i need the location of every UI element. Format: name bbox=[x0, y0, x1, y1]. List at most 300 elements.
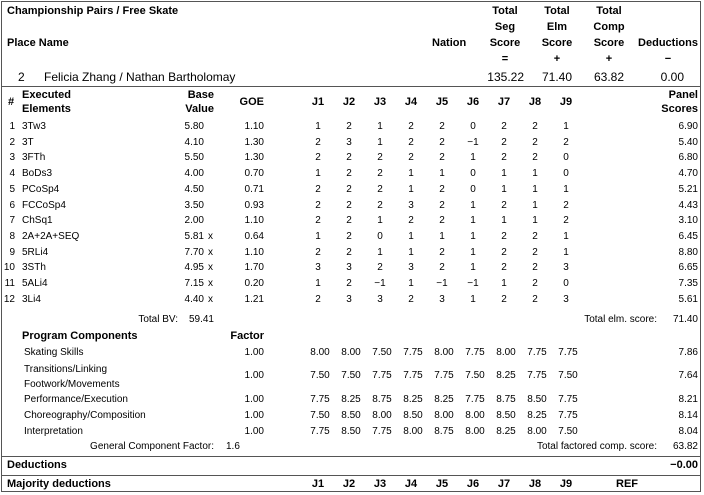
judge-header-7: J7 bbox=[497, 96, 511, 108]
panel-score: 4.43 bbox=[678, 199, 698, 211]
tes-header-4: + bbox=[553, 53, 561, 65]
judge-mark: 3 bbox=[563, 262, 569, 274]
judge-mark: −1 bbox=[436, 278, 448, 289]
judge-mark: 2 bbox=[315, 199, 321, 211]
judge-mark: 2 bbox=[439, 246, 445, 258]
skater-comp-score: 63.82 bbox=[593, 70, 624, 84]
component-score: 7.86 bbox=[678, 347, 698, 358]
judge-mark: 0 bbox=[563, 278, 569, 289]
judge-mark: 2 bbox=[346, 246, 352, 258]
component-score: 8.04 bbox=[678, 426, 698, 437]
judge-mark: 3 bbox=[346, 262, 352, 274]
judge-mark: 1 bbox=[439, 168, 445, 180]
judge-mark: 2 bbox=[346, 183, 352, 195]
judge-mark: 8.50 bbox=[527, 394, 547, 405]
judge-mark: 7.50 bbox=[310, 370, 330, 381]
judge-mark: 7.75 bbox=[558, 394, 578, 405]
tes-header-3: Score bbox=[541, 37, 573, 49]
judge-mark: 8.00 bbox=[434, 410, 454, 421]
judge-mark: 1 bbox=[470, 230, 476, 242]
judge-mark: 7.75 bbox=[372, 370, 392, 381]
judge-mark: 2 bbox=[532, 121, 538, 132]
judge-header-3: J3 bbox=[373, 96, 387, 108]
gcf-value: 1.6 bbox=[226, 441, 240, 452]
judge-mark: 2 bbox=[315, 246, 321, 258]
element-number: 11 bbox=[4, 278, 15, 289]
element-number: 12 bbox=[3, 293, 15, 305]
judge-mark: 3 bbox=[408, 199, 414, 211]
judge-mark: 1 bbox=[532, 183, 538, 195]
executed-header-1: Executed bbox=[22, 89, 71, 101]
base-value: 4.40 bbox=[184, 293, 204, 305]
bonus-marker: x bbox=[208, 262, 213, 274]
judge-mark: 2 bbox=[377, 168, 383, 180]
executed-header-2: Elements bbox=[22, 103, 71, 115]
panel-score: 6.65 bbox=[678, 262, 698, 274]
panel-score: 6.90 bbox=[678, 121, 698, 132]
judge-mark: 1 bbox=[470, 215, 476, 227]
judge-mark: 8.00 bbox=[465, 426, 485, 437]
judge-mark: 1 bbox=[470, 262, 476, 274]
pcs-header-2: Comp bbox=[593, 21, 625, 33]
judge-mark: 3 bbox=[346, 293, 352, 305]
judge-mark: 2 bbox=[439, 215, 445, 227]
element-number: 8 bbox=[9, 230, 15, 242]
judge-mark: 1 bbox=[377, 246, 383, 258]
judge-mark: 2 bbox=[315, 152, 321, 164]
judge-mark: 0 bbox=[377, 230, 383, 242]
element-name: FCCoSp4 bbox=[22, 199, 66, 211]
element-name: 5ALi4 bbox=[22, 278, 48, 289]
judge-mark: 7.75 bbox=[403, 347, 423, 358]
judge-mark: 7.75 bbox=[310, 394, 330, 405]
judge-mark: 8.75 bbox=[496, 394, 516, 405]
majority-judge-8: J8 bbox=[528, 478, 542, 490]
judge-mark: 0 bbox=[470, 168, 476, 180]
judge-mark: 2 bbox=[532, 152, 538, 164]
total-bv-value: 59.41 bbox=[188, 314, 214, 325]
element-name: 3Li4 bbox=[22, 293, 41, 305]
total-elm-label: Total elm. score: bbox=[584, 314, 657, 325]
judge-mark: 2 bbox=[563, 136, 569, 148]
panel-score: 8.80 bbox=[678, 246, 698, 258]
majority-judge-2: J2 bbox=[342, 478, 356, 490]
judge-mark: 1 bbox=[563, 230, 569, 242]
goe-value: 0.70 bbox=[244, 168, 264, 180]
judge-mark: 1 bbox=[315, 278, 321, 289]
judge-mark: 8.00 bbox=[403, 426, 423, 437]
judge-mark: 3 bbox=[563, 293, 569, 305]
judge-mark: 2 bbox=[532, 246, 538, 258]
deductions-value: −0.00 bbox=[670, 459, 698, 471]
judge-mark: 1 bbox=[532, 199, 538, 211]
judge-mark: 2 bbox=[501, 199, 507, 211]
base-value: 5.81 bbox=[184, 230, 204, 242]
base-value: 3.50 bbox=[184, 199, 204, 211]
element-name: 3Tw3 bbox=[22, 121, 46, 132]
judge-mark: 8.00 bbox=[310, 347, 330, 358]
base-value: 4.50 bbox=[184, 183, 204, 195]
judge-mark: 1 bbox=[408, 246, 414, 258]
judge-mark: 2 bbox=[439, 136, 445, 148]
judge-mark: 2 bbox=[439, 152, 445, 164]
divider bbox=[2, 456, 700, 457]
judge-mark: 2 bbox=[346, 121, 352, 132]
judge-mark: 8.50 bbox=[496, 410, 516, 421]
judge-header-2: J2 bbox=[342, 96, 356, 108]
judge-mark: 1 bbox=[501, 278, 507, 289]
majority-deductions-label: Majority deductions bbox=[7, 478, 111, 490]
judge-mark: 3 bbox=[408, 262, 414, 274]
tss-header-1: Total bbox=[492, 5, 518, 17]
judge-mark: −1 bbox=[467, 278, 479, 289]
judge-mark: 7.75 bbox=[310, 426, 330, 437]
judge-mark: 2 bbox=[377, 199, 383, 211]
factor-header: Factor bbox=[230, 330, 264, 342]
panel-score: 3.10 bbox=[678, 215, 698, 227]
component-factor: 1.00 bbox=[244, 394, 264, 405]
majority-judge-3: J3 bbox=[373, 478, 387, 490]
panel-header-2: Scores bbox=[661, 103, 698, 115]
judge-mark: 8.25 bbox=[496, 370, 516, 381]
element-name: PCoSp4 bbox=[22, 183, 60, 195]
event-title: Championship Pairs / Free Skate bbox=[7, 5, 179, 17]
judge-mark: 2 bbox=[377, 262, 383, 274]
judge-mark: 2 bbox=[346, 199, 352, 211]
deductions-label: Deductions bbox=[7, 459, 67, 471]
judge-mark: 7.75 bbox=[558, 347, 578, 358]
judge-mark: 1 bbox=[315, 168, 321, 180]
judge-mark: 7.75 bbox=[465, 347, 485, 358]
goe-value: 0.20 bbox=[244, 278, 264, 289]
judge-mark: 7.75 bbox=[434, 370, 454, 381]
judge-header-1: J1 bbox=[311, 96, 325, 108]
base-value: 4.00 bbox=[184, 168, 204, 180]
element-name: BoDs3 bbox=[22, 168, 53, 180]
judge-mark: 2 bbox=[532, 293, 538, 305]
judge-mark: 1 bbox=[315, 121, 321, 132]
element-number: 2 bbox=[9, 136, 15, 148]
judge-mark: 8.25 bbox=[341, 394, 361, 405]
component-factor: 1.00 bbox=[244, 410, 264, 421]
element-name: 3T bbox=[22, 136, 34, 148]
judge-mark: 0 bbox=[470, 121, 476, 132]
judge-mark: 1 bbox=[470, 199, 476, 211]
total-elm-value: 71.40 bbox=[672, 314, 698, 325]
goe-value: 1.10 bbox=[244, 246, 264, 258]
component-name: Choreography/Composition bbox=[24, 410, 146, 421]
element-number: 9 bbox=[9, 246, 15, 258]
judge-mark: 8.00 bbox=[465, 410, 485, 421]
judge-mark: 1 bbox=[532, 215, 538, 227]
num-header: # bbox=[8, 96, 15, 108]
skater-place: 2 bbox=[18, 70, 25, 84]
base-value: 5.80 bbox=[184, 121, 204, 132]
base-value: 7.70 bbox=[184, 246, 204, 258]
judge-mark: 8.00 bbox=[372, 410, 392, 421]
tss-header-2: Seg bbox=[494, 21, 516, 33]
panel-score: 4.70 bbox=[678, 168, 698, 180]
judge-mark: 2 bbox=[439, 262, 445, 274]
judge-mark: 1 bbox=[532, 168, 538, 180]
component-score: 7.64 bbox=[678, 370, 698, 381]
element-number: 1 bbox=[9, 121, 15, 132]
judge-mark: 8.50 bbox=[403, 410, 423, 421]
judge-mark: −1 bbox=[467, 136, 479, 148]
pcs-header-1: Total bbox=[596, 5, 622, 17]
judge-mark: 1 bbox=[377, 121, 383, 132]
goe-value: 0.64 bbox=[244, 230, 264, 242]
judge-mark: 3 bbox=[377, 293, 383, 305]
panel-score: 5.21 bbox=[678, 183, 698, 195]
judge-mark: 2 bbox=[501, 230, 507, 242]
judge-mark: 2 bbox=[501, 246, 507, 258]
judge-mark: 2 bbox=[439, 199, 445, 211]
component-factor: 1.00 bbox=[244, 426, 264, 437]
nation-header: Nation bbox=[432, 37, 467, 49]
judge-mark: 8.50 bbox=[341, 426, 361, 437]
element-number: 7 bbox=[9, 215, 15, 227]
component-name: Interpretation bbox=[24, 426, 83, 437]
judge-mark: 2 bbox=[377, 183, 383, 195]
base-value: 4.10 bbox=[184, 136, 204, 148]
bonus-marker: x bbox=[208, 230, 213, 242]
judge-mark: 1 bbox=[408, 183, 414, 195]
judge-mark: 2 bbox=[532, 230, 538, 242]
element-name: 3STh bbox=[22, 262, 46, 274]
judge-mark: 7.75 bbox=[527, 370, 547, 381]
element-name: ChSq1 bbox=[22, 215, 53, 227]
judge-mark: 2 bbox=[501, 262, 507, 274]
component-factor: 1.00 bbox=[244, 347, 264, 358]
judge-mark: 2 bbox=[346, 230, 352, 242]
element-number: 6 bbox=[9, 199, 15, 211]
judge-mark: 0 bbox=[563, 152, 569, 164]
goe-value: 1.70 bbox=[244, 262, 264, 274]
judge-mark: 2 bbox=[408, 152, 414, 164]
judge-mark: 2 bbox=[315, 136, 321, 148]
judge-mark: −1 bbox=[374, 278, 386, 289]
pcs-header-3: Score bbox=[593, 37, 625, 49]
judge-mark: 8.25 bbox=[403, 394, 423, 405]
judge-mark: 3 bbox=[346, 136, 352, 148]
panel-score: 5.61 bbox=[678, 293, 698, 305]
judge-mark: 7.75 bbox=[372, 426, 392, 437]
component-name: Transitions/Linking bbox=[24, 364, 108, 375]
judge-mark: 7.50 bbox=[372, 347, 392, 358]
skater-deductions: 0.00 bbox=[660, 70, 684, 84]
base-value: 7.15 bbox=[184, 278, 204, 289]
panel-score: 6.80 bbox=[678, 152, 698, 164]
total-comp-label: Total factored comp. score: bbox=[536, 441, 657, 452]
judge-mark: 7.75 bbox=[558, 410, 578, 421]
judge-mark: 2 bbox=[501, 152, 507, 164]
tss-header-4: = bbox=[501, 53, 509, 65]
place-name-header: Place Name bbox=[7, 37, 69, 49]
judge-mark: 2 bbox=[532, 278, 538, 289]
judge-mark: 2 bbox=[408, 136, 414, 148]
judge-mark: 8.25 bbox=[496, 426, 516, 437]
element-name: 3FTh bbox=[22, 152, 46, 164]
majority-judge-5: J5 bbox=[435, 478, 449, 490]
judge-mark: 2 bbox=[315, 215, 321, 227]
tes-header-2: Elm bbox=[546, 21, 568, 33]
judge-mark: 2 bbox=[532, 136, 538, 148]
panel-header-1: Panel bbox=[668, 89, 698, 101]
judge-mark: 7.75 bbox=[465, 394, 485, 405]
judge-mark: 8.00 bbox=[527, 426, 547, 437]
judge-mark: 8.25 bbox=[434, 394, 454, 405]
judge-mark: 2 bbox=[501, 293, 507, 305]
component-name: Skating Skills bbox=[24, 347, 84, 358]
majority-judge-6: J6 bbox=[466, 478, 480, 490]
ref-header: REF bbox=[616, 478, 638, 490]
judge-mark: 7.50 bbox=[558, 426, 578, 437]
base-header-1: Base bbox=[187, 89, 214, 101]
judge-mark: 8.00 bbox=[496, 347, 516, 358]
judge-mark: 3 bbox=[439, 293, 445, 305]
panel-score: 5.40 bbox=[678, 136, 698, 148]
judge-mark: 2 bbox=[377, 152, 383, 164]
judge-mark: 1 bbox=[470, 246, 476, 258]
judge-mark: 1 bbox=[501, 183, 507, 195]
judge-mark: 7.50 bbox=[341, 370, 361, 381]
judge-mark: 2 bbox=[501, 136, 507, 148]
judge-mark: 1 bbox=[408, 168, 414, 180]
judge-mark: 2 bbox=[501, 121, 507, 132]
majority-judge-7: J7 bbox=[497, 478, 511, 490]
goe-value: 1.30 bbox=[244, 152, 264, 164]
judge-mark: 0 bbox=[470, 183, 476, 195]
judge-mark: 1 bbox=[563, 183, 569, 195]
bonus-marker: x bbox=[208, 278, 213, 289]
element-number: 5 bbox=[9, 183, 15, 195]
judge-header-8: J8 bbox=[528, 96, 542, 108]
skater-name: Felicia Zhang / Nathan Bartholomay bbox=[44, 70, 236, 84]
component-name: Performance/Execution bbox=[24, 394, 128, 405]
total-bv-label: Total BV: bbox=[138, 314, 178, 325]
divider bbox=[2, 475, 700, 476]
base-header-2: Value bbox=[185, 103, 214, 115]
goe-value: 1.21 bbox=[244, 293, 264, 305]
judge-mark: 8.00 bbox=[434, 347, 454, 358]
judge-mark: 2 bbox=[563, 199, 569, 211]
judge-header-5: J5 bbox=[435, 96, 449, 108]
judge-mark: 7.75 bbox=[403, 370, 423, 381]
judge-mark: 1 bbox=[439, 230, 445, 242]
judge-mark: 1 bbox=[377, 136, 383, 148]
component-score: 8.14 bbox=[678, 410, 698, 421]
judge-mark: 1 bbox=[408, 230, 414, 242]
skater-elm-score: 71.40 bbox=[541, 70, 572, 84]
judge-mark: 0 bbox=[563, 168, 569, 180]
judge-mark: 2 bbox=[408, 215, 414, 227]
panel-score: 7.35 bbox=[678, 278, 698, 289]
judge-mark: 7.50 bbox=[558, 370, 578, 381]
judge-mark: 2 bbox=[563, 215, 569, 227]
majority-judge-1: J1 bbox=[311, 478, 325, 490]
element-name: 5RLi4 bbox=[22, 246, 49, 258]
judge-mark: 8.50 bbox=[341, 410, 361, 421]
tss-header-3: Score bbox=[489, 37, 521, 49]
judge-mark: 8.25 bbox=[527, 410, 547, 421]
judge-mark: 1 bbox=[315, 230, 321, 242]
gcf-label: General Component Factor: bbox=[90, 441, 214, 452]
divider bbox=[2, 86, 700, 87]
base-value: 5.50 bbox=[184, 152, 204, 164]
total-comp-value: 63.82 bbox=[672, 441, 698, 452]
element-number: 10 bbox=[3, 262, 15, 274]
component-score: 8.21 bbox=[678, 394, 698, 405]
goe-header: GOE bbox=[239, 96, 264, 108]
judge-mark: 2 bbox=[408, 121, 414, 132]
judge-mark: 7.50 bbox=[465, 370, 485, 381]
goe-value: 0.93 bbox=[244, 199, 264, 211]
base-value: 2.00 bbox=[184, 215, 204, 227]
component-name: Footwork/Movements bbox=[24, 379, 120, 390]
bonus-marker: x bbox=[208, 293, 213, 305]
judge-mark: 2 bbox=[315, 183, 321, 195]
judge-mark: 2 bbox=[408, 293, 414, 305]
panel-score: 6.45 bbox=[678, 230, 698, 242]
judge-mark: 8.75 bbox=[434, 426, 454, 437]
element-name: 2A+2A+SEQ bbox=[22, 230, 80, 242]
judge-mark: 1 bbox=[408, 278, 414, 289]
bonus-marker: x bbox=[208, 246, 213, 258]
judge-mark: 2 bbox=[346, 168, 352, 180]
judge-mark: 2 bbox=[439, 183, 445, 195]
judge-mark: 1 bbox=[563, 121, 569, 132]
pcs-header-4: + bbox=[605, 53, 613, 65]
base-value: 4.95 bbox=[184, 262, 204, 274]
judge-mark: 8.00 bbox=[341, 347, 361, 358]
judge-mark: 7.75 bbox=[527, 347, 547, 358]
deductions-header-sign: − bbox=[664, 53, 672, 65]
judge-mark: 7.50 bbox=[310, 410, 330, 421]
judge-header-6: J6 bbox=[466, 96, 480, 108]
judge-header-4: J4 bbox=[404, 96, 418, 108]
judge-mark: 1 bbox=[470, 293, 476, 305]
majority-judge-4: J4 bbox=[404, 478, 418, 490]
component-factor: 1.00 bbox=[244, 370, 264, 381]
judge-mark: 2 bbox=[532, 262, 538, 274]
judge-mark: 1 bbox=[501, 215, 507, 227]
judge-mark: 2 bbox=[346, 152, 352, 164]
tes-header-1: Total bbox=[544, 5, 570, 17]
goe-value: 0.71 bbox=[244, 183, 264, 195]
judge-mark: 2 bbox=[315, 293, 321, 305]
judge-mark: 2 bbox=[346, 278, 352, 289]
score-sheet bbox=[1, 1, 701, 492]
goe-value: 1.10 bbox=[244, 121, 264, 132]
judge-mark: 3 bbox=[315, 262, 321, 274]
judge-mark: 2 bbox=[439, 121, 445, 132]
judge-header-9: J9 bbox=[559, 96, 573, 108]
judge-mark: 1 bbox=[501, 168, 507, 180]
majority-judge-9: J9 bbox=[559, 478, 573, 490]
deductions-header: Deductions bbox=[638, 37, 698, 49]
skater-seg-score: 135.22 bbox=[487, 70, 524, 84]
judge-mark: 1 bbox=[470, 152, 476, 164]
judge-mark: 2 bbox=[346, 215, 352, 227]
goe-value: 1.10 bbox=[244, 215, 264, 227]
judge-mark: 1 bbox=[563, 246, 569, 258]
goe-value: 1.30 bbox=[244, 136, 264, 148]
components-title: Program Components bbox=[22, 330, 138, 342]
judge-mark: 1 bbox=[377, 215, 383, 227]
element-number: 4 bbox=[9, 168, 15, 180]
judge-mark: 8.75 bbox=[372, 394, 392, 405]
